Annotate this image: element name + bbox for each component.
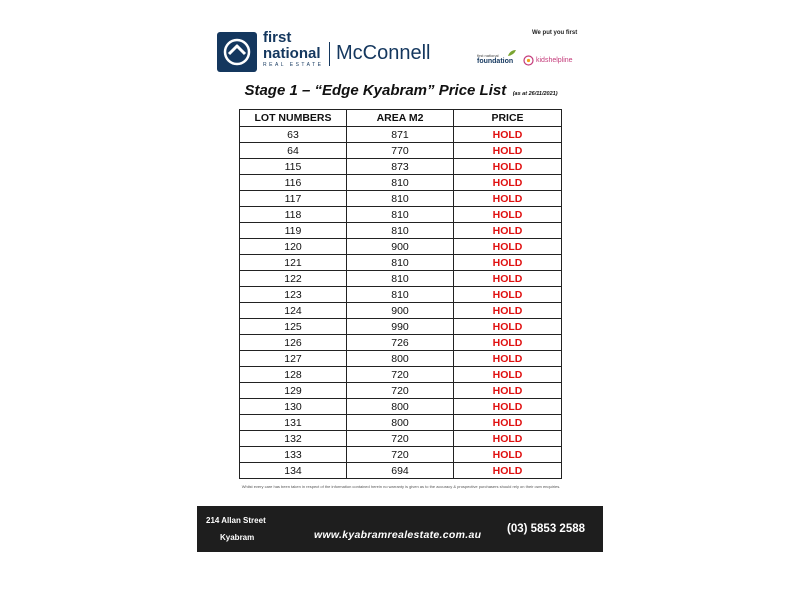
- area-cell: 800: [347, 399, 454, 415]
- table-row: [240, 335, 562, 351]
- area-cell: 810: [347, 207, 454, 223]
- area-cell: 800: [347, 415, 454, 431]
- lot-cell: 117: [240, 191, 347, 207]
- price-cell: HOLD: [454, 159, 562, 175]
- table-row: [240, 223, 562, 239]
- price-list-table: [239, 109, 562, 479]
- lot-cell: 122: [240, 271, 347, 287]
- table-row: [240, 351, 562, 367]
- header-price: PRICE: [454, 110, 562, 127]
- table-row: [240, 287, 562, 303]
- lot-cell: 134: [240, 463, 347, 479]
- area-cell: 990: [347, 319, 454, 335]
- table-row: [240, 143, 562, 159]
- lot-cell: 116: [240, 175, 347, 191]
- area-cell: 871: [347, 127, 454, 143]
- price-cell: HOLD: [454, 207, 562, 223]
- table-row: [240, 303, 562, 319]
- address-line2: Kyabram: [220, 533, 255, 542]
- brand-line3: REAL ESTATE: [263, 62, 324, 68]
- footer-bar: [197, 506, 603, 552]
- table-row: [240, 319, 562, 335]
- lot-cell: 130: [240, 399, 347, 415]
- office-name: McConnell: [336, 42, 431, 64]
- table-row: [240, 399, 562, 415]
- price-cell: HOLD: [454, 223, 562, 239]
- area-cell: 720: [347, 447, 454, 463]
- header-lot-numbers: LOT NUMBERS: [240, 110, 347, 127]
- lot-cell: 124: [240, 303, 347, 319]
- area-cell: 720: [347, 383, 454, 399]
- price-cell: HOLD: [454, 255, 562, 271]
- price-cell: HOLD: [454, 239, 562, 255]
- table-row: [240, 159, 562, 175]
- table-row: [240, 207, 562, 223]
- area-cell: 810: [347, 191, 454, 207]
- brand-line1: first: [263, 29, 292, 46]
- area-cell: 900: [347, 303, 454, 319]
- price-cell: HOLD: [454, 127, 562, 143]
- area-cell: 873: [347, 159, 454, 175]
- title-date: (as at 26/11/2021): [512, 91, 558, 97]
- website-link[interactable]: www.kyabramrealestate.com.au: [314, 529, 482, 541]
- leaf-icon: [508, 50, 516, 56]
- price-cell: HOLD: [454, 463, 562, 479]
- price-list-page: [195, 12, 607, 582]
- area-cell: 810: [347, 223, 454, 239]
- kids-helpline-logo: kidshelpline: [536, 57, 573, 64]
- table-row: [240, 175, 562, 191]
- area-cell: 770: [347, 143, 454, 159]
- tagline: We put you first: [532, 30, 578, 36]
- lot-cell: 126: [240, 335, 347, 351]
- lot-cell: 125: [240, 319, 347, 335]
- lot-cell: 121: [240, 255, 347, 271]
- price-cell: HOLD: [454, 367, 562, 383]
- price-cell: HOLD: [454, 191, 562, 207]
- price-cell: HOLD: [454, 447, 562, 463]
- foundation-small-text: first national: [477, 53, 499, 58]
- table-row: [240, 383, 562, 399]
- table-row: [240, 367, 562, 383]
- lot-cell: 115: [240, 159, 347, 175]
- area-cell: 810: [347, 255, 454, 271]
- disclaimer: Whilst every care has been taken in respect of the information contained herein no warranty is given as to the accuracy & prospective purchasers should rely on their own enquiries.: [241, 484, 561, 489]
- house-roof-icon: [217, 32, 257, 72]
- price-cell: HOLD: [454, 303, 562, 319]
- price-cell: HOLD: [454, 175, 562, 191]
- brand-logo-text: [263, 30, 323, 68]
- price-cell: HOLD: [454, 335, 562, 351]
- area-cell: 720: [347, 367, 454, 383]
- lot-cell: 128: [240, 367, 347, 383]
- area-cell: 720: [347, 431, 454, 447]
- lot-cell: 123: [240, 287, 347, 303]
- lot-cell: 131: [240, 415, 347, 431]
- price-cell: HOLD: [454, 431, 562, 447]
- area-cell: 900: [347, 239, 454, 255]
- brand-line2: national: [263, 45, 321, 62]
- price-cell: HOLD: [454, 399, 562, 415]
- price-cell: HOLD: [454, 271, 562, 287]
- lot-cell: 127: [240, 351, 347, 367]
- lot-cell: 132: [240, 431, 347, 447]
- table-row: [240, 447, 562, 463]
- table-row: [240, 239, 562, 255]
- area-cell: 810: [347, 271, 454, 287]
- phone-number[interactable]: (03) 5853 2588: [507, 523, 586, 535]
- price-cell: HOLD: [454, 143, 562, 159]
- price-cell: HOLD: [454, 287, 562, 303]
- page-title: [195, 82, 607, 100]
- foundation-text: foundation: [477, 58, 514, 65]
- area-cell: 726: [347, 335, 454, 351]
- table-row: [240, 463, 562, 479]
- area-cell: 810: [347, 287, 454, 303]
- lot-cell: 119: [240, 223, 347, 239]
- title-text: Stage 1 – “Edge Kyabram” Price List: [244, 82, 507, 99]
- lot-cell: 63: [240, 127, 347, 143]
- brand-divider: [329, 42, 330, 66]
- lot-cell: 129: [240, 383, 347, 399]
- lot-cell: 120: [240, 239, 347, 255]
- table-row: [240, 431, 562, 447]
- lot-cell: 64: [240, 143, 347, 159]
- area-cell: 800: [347, 351, 454, 367]
- table-header-row: [240, 110, 562, 127]
- header-area: AREA M2: [347, 110, 454, 127]
- lot-cell: 133: [240, 447, 347, 463]
- price-cell: HOLD: [454, 351, 562, 367]
- table-row: [240, 191, 562, 207]
- lot-cell: 118: [240, 207, 347, 223]
- price-cell: HOLD: [454, 415, 562, 431]
- table-row: [240, 255, 562, 271]
- kids-helpline-icon: [523, 55, 534, 66]
- area-cell: 810: [347, 175, 454, 191]
- price-cell: HOLD: [454, 319, 562, 335]
- table-row: [240, 415, 562, 431]
- price-cell: HOLD: [454, 383, 562, 399]
- area-cell: 694: [347, 463, 454, 479]
- table-row: [240, 271, 562, 287]
- address-line1: 214 Allan Street: [206, 516, 266, 525]
- table-row: [240, 127, 562, 143]
